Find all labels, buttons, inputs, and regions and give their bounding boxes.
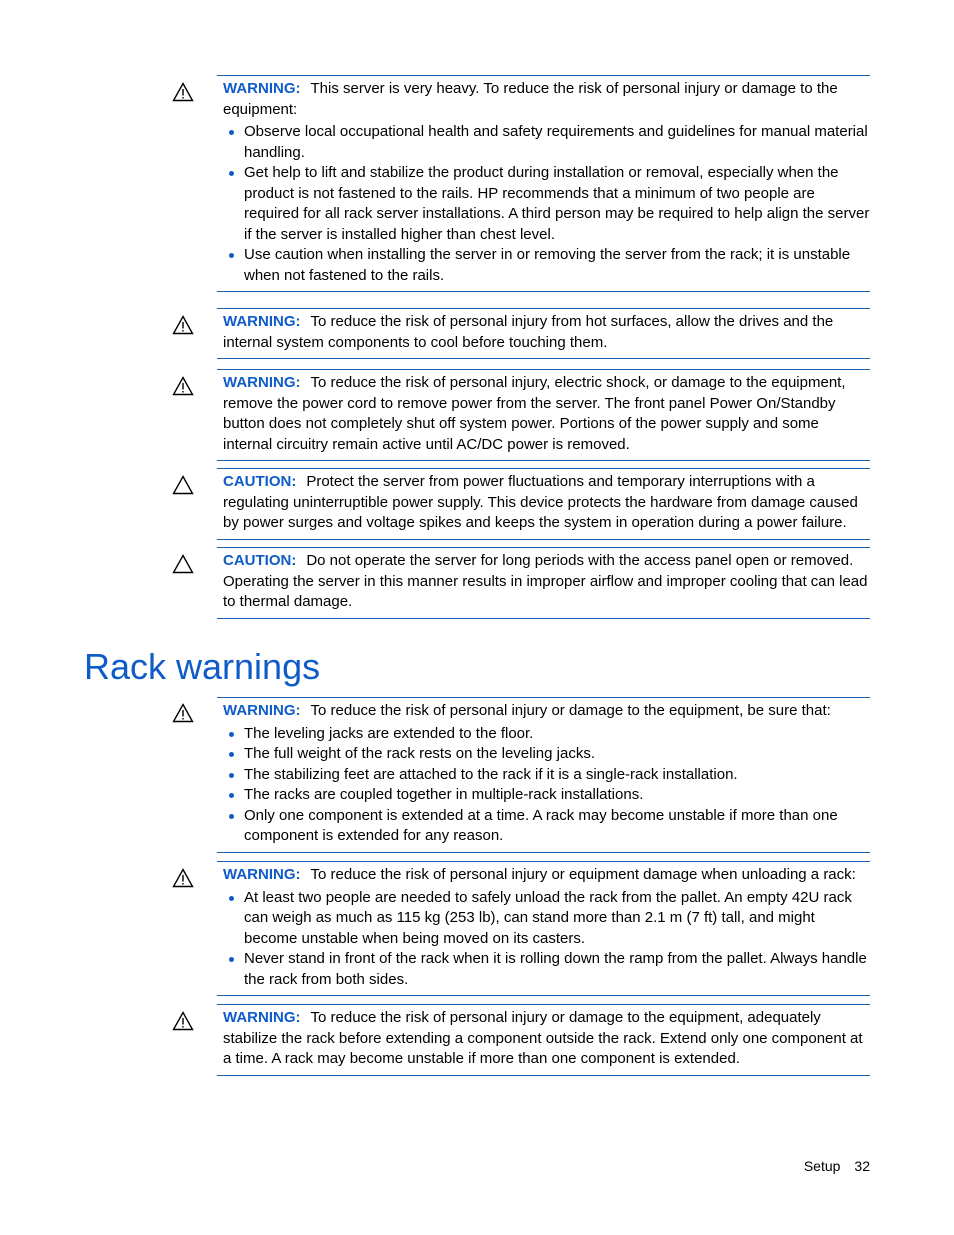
caution-text: Do not operate the server for long periods with the access panel open or removed. Operating the server in this manner results in improper airflow and improper cooling that can lead to thermal damage. — [223, 552, 868, 610]
list-item: The stabilizing feet are attached to the rack if it is a single-rack installation. — [223, 765, 870, 786]
warning-triangle-icon — [172, 315, 194, 335]
warning-text: To reduce the risk of personal injury or damage to the equipment, adequately stabilize the rack before extending a component outside the rack. Extend only one component at a time. A rack may become unstable if more than one component is extended. — [223, 1009, 863, 1067]
warning-label: WARNING: — [223, 866, 301, 883]
caution-label: CAUTION: — [223, 552, 297, 569]
list-item: The racks are coupled together in multiple-rack installations. — [223, 785, 870, 806]
list-item: Use caution when installing the server in or removing the server from the rack; it is unstable when not fastened to the rails. — [223, 245, 870, 286]
caution-notice — [217, 547, 870, 619]
list-item: Never stand in front of the rack when it is rolling down the ramp from the pallet. Always handle the rack from both sides. — [223, 949, 870, 990]
warning-notice — [217, 697, 870, 853]
warning-triangle-icon — [172, 1011, 194, 1031]
warning-triangle-icon — [172, 82, 194, 102]
warning-notice — [217, 75, 870, 292]
warning-triangle-icon — [172, 703, 194, 723]
list-item: Get help to lift and stabilize the product during installation or removal, especially when the product is not fastened to the rails. HP recommends that a minimum of two people are required for all rack server installations. A third person may be required to help align the server if the server is installed higher than chest level. — [223, 163, 870, 245]
list-item: The leveling jacks are extended to the floor. — [223, 724, 870, 745]
list-item: Observe local occupational health and safety requirements and guidelines for manual material handling. — [223, 122, 870, 163]
caution-text: Protect the server from power fluctuations and temporary interruptions with a regulating uninterruptible power supply. This device protects the hardware from damage caused by power surges and voltage spikes and keeps the system in operation during a power failure. — [223, 473, 858, 531]
warning-text: To reduce the risk of personal injury or damage to the equipment, be sure that: — [310, 702, 831, 719]
warning-label: WARNING: — [223, 1009, 301, 1026]
bullet-list — [223, 122, 870, 286]
warning-notice — [217, 1004, 870, 1076]
warning-triangle-icon — [172, 868, 194, 888]
caution-notice — [217, 468, 870, 540]
list-item: Only one component is extended at a time. A rack may become unstable if more than one component is extended for any reason. — [223, 806, 870, 847]
warning-label: WARNING: — [223, 374, 301, 391]
warning-notice — [217, 369, 870, 461]
warning-label: WARNING: — [223, 702, 301, 719]
caution-triangle-icon — [172, 554, 194, 574]
warning-text: To reduce the risk of personal injury, electric shock, or damage to the equipment, remove the power cord to remove power from the server. The front panel Power On/Standby button does not completely shut off system power. Portions of the power supply and some internal circuitry remain active until AC/DC power is removed. — [223, 374, 846, 453]
warning-label: WARNING: — [223, 80, 301, 97]
warning-text: To reduce the risk of personal injury from hot surfaces, allow the drives and the internal system components to cool before touching them. — [223, 313, 834, 351]
section-title: Rack warnings — [84, 646, 321, 687]
warning-label: WARNING: — [223, 313, 301, 330]
warning-text: To reduce the risk of personal injury or equipment damage when unloading a rack: — [310, 866, 856, 883]
warning-text: This server is very heavy. To reduce the risk of personal injury or damage to the equipment: — [223, 80, 838, 118]
warning-triangle-icon — [172, 376, 194, 396]
warning-notice — [217, 308, 870, 359]
list-item: At least two people are needed to safely unload the rack from the pallet. An empty 42U rack can weigh as much as 115 kg (253 lb), can stand more than 2.1 m (7 ft) tall, and might become unstable when being moved on its casters. — [223, 888, 870, 950]
list-item: The full weight of the rack rests on the leveling jacks. — [223, 744, 870, 765]
page-number: 32 — [854, 1158, 870, 1174]
page-footer — [804, 1158, 870, 1174]
caution-triangle-icon — [172, 475, 194, 495]
caution-label: CAUTION: — [223, 473, 297, 490]
bullet-list — [223, 724, 870, 847]
warning-notice — [217, 861, 870, 996]
bullet-list — [223, 888, 870, 991]
footer-section: Setup — [803, 1158, 841, 1174]
